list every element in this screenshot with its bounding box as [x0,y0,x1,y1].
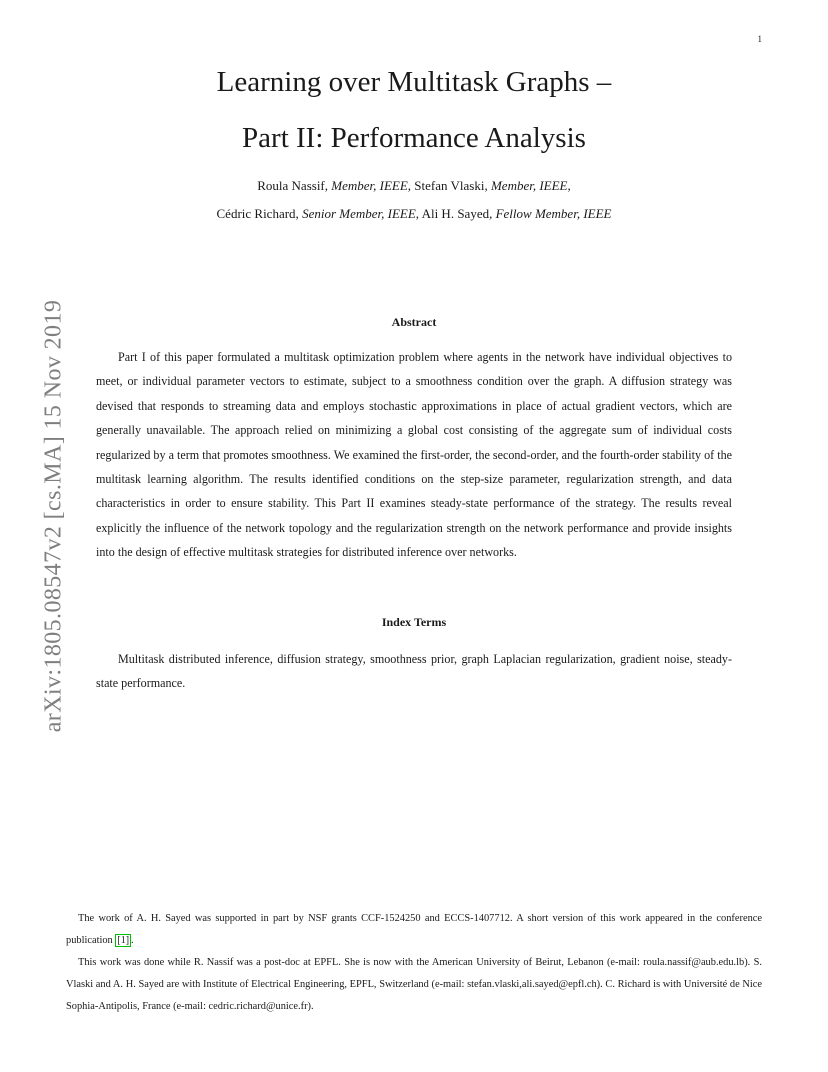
footnote-funding [66,908,762,952]
page-number: 1 [757,34,762,44]
author-name: , Stefan Vlaski, [407,178,491,193]
author-separator: , [567,178,571,193]
author-line-1 [0,178,828,194]
footnote-funding-text: The work of A. H. Sayed was supported in part by NSF grants CCF-1524250 and ECCS-1407712. A short version of this work appeared in the conference publication [66,913,762,946]
author-membership: Member, IEEE [490,178,568,193]
author-line-2 [0,206,828,222]
index-terms-heading: Index Terms [381,615,447,629]
paper-title-line-2: Part II: Performance Analysis [242,122,586,154]
paper-title-line-1: Learning over Multitask Graphs – [216,66,612,98]
citation-link[interactable]: [1] [117,934,130,946]
author-name: Cédric Richard, [216,206,303,221]
abstract-text: Part I of this paper formulated a multitask optimization problem where agents in the network have individual objectives to meet, or individual parameter vectors to estimate, subject to a smoothness condition over the graph. A diffusion strategy was devised that responds to streaming data and employs stochastic approximations in place of actual gradient vectors, which are generally unavailable. The approach relied on minimizing a global cost consisting of the aggregate sum of individual costs regularized by a term that promotes smoothness. We examined the first-order, the second-order, and the fourth-order stability of the multitask learning algorithm. The results identified conditions on the step-size parameter, regularization strength, and data characteristics in order to ensure stability. This Part II examines steady-state performance of the strategy. The results reveal explicitly the influence of the network topology and the regularization strength on the network performance and provide insights into the design of effective multitask strategies for distributed inference over networks. [96,350,732,560]
author-name: , Ali H. Sayed, [415,206,496,221]
abstract-heading: Abstract [391,315,437,329]
footnote-funding-tail: . [131,934,134,946]
author-membership: Senior Member, IEEE [302,206,416,221]
author-membership: Fellow Member, IEEE [495,206,612,221]
author-name: Roula Nassif, [257,178,332,193]
footnote-affiliations: This work was done while R. Nassif was a post-doc at EPFL. She is now with the American University of Beirut, Lebanon (e-mail: roula.nassif@aub.edu.lb). S. Vlaski and A. H. Sayed are with Institute of Electrical Engineering, EPFL, Switzerland (e-mail: stefan.vlaski,ali.sayed@epfl.ch). C. Richard is with Université de Nice Sophia-Antipolis, France (e-mail: cedric.richard@unice.fr). [66,957,762,1012]
author-membership: Member, IEEE [331,178,408,193]
arxiv-identifier-stamp: arXiv:1805.08547v2 [cs.MA] 15 Nov 2019 [40,299,67,733]
index-terms-text: Multitask distributed inference, diffusion strategy, smoothness prior, graph Laplacian regularization, gradient noise, steady-state performance. [96,652,732,691]
